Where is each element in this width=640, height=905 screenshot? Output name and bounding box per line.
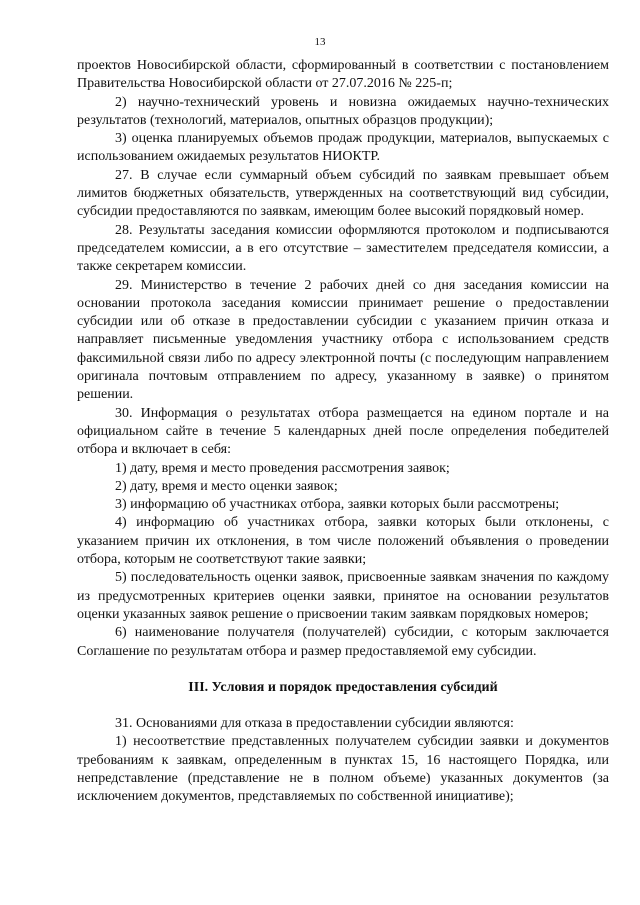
paragraph-item-5: 5) последовательность оценки заявок, присвоенные заявкам значения по каждому из предусмотренных критериев оценки заявки, принятое на основании результатов оценки указанных заявок решение о присвоении таким заявкам порядковых номеров;	[77, 570, 609, 622]
paragraph-item-4: 4) информацию об участниках отбора, заявки которых были отклонены, с указанием причин их отклонения, в том числе положений объявления о проведении отбора, которым не соответствуют такие заявки;	[77, 515, 609, 568]
paragraph-clause-30: 30. Информация о результатах отбора размещается на едином портале и на официальном сайте в течение 5 календарных дней после определения победителей отбора и включает в себя:	[77, 405, 609, 458]
paragraph-continuation: проектов Новосибирской области, сформированный в соответствии с постановлением Правительства Новосибирской области от 27.07.2016 № 225-п;	[77, 58, 609, 92]
paragraph-item-3: 3) информацию об участниках отбора, заявки которых были рассмотрены;	[115, 497, 560, 513]
paragraph-criterion-2: 2) научно-технический уровень и новизна ожидаемых научно-технических результатов (технологий, материалов, опытных образцов продукции);	[77, 94, 609, 128]
paragraph-clause-31: 31. Основаниями для отказа в предоставлении субсидии являются:	[115, 716, 514, 732]
paragraph-clause-27: 27. В случае если суммарный объем субсидий по заявкам превышает объем лимитов бюджетных обязательств, утвержденных на соответствующий вид субсидии, субсидии предоставляются по заявкам, имеющим более высокий порядковый номер.	[77, 167, 609, 220]
paragraph-item-6: 6) наименование получателя (получателей) субсидии, с которым заключается Соглашение по результатам отбора и размер предоставляемой ему субсидии.	[77, 625, 609, 659]
document-body	[77, 57, 609, 807]
paragraph-criterion-3: 3) оценка планируемых объемов продаж продукции, материалов, выпускаемых с использованием ожидаемых результатов НИОКТР.	[77, 131, 609, 165]
page-number: 13	[314, 36, 326, 48]
paragraph-item-1: 1) дату, время и место проведения рассмотрения заявок;	[115, 460, 450, 476]
paragraph-item-2: 2) дату, время и место оценки заявок;	[115, 478, 338, 494]
section-heading: III. Условия и порядок предоставления субсидий	[188, 679, 498, 695]
paragraph-clause-29: 29. Министерство в течение 2 рабочих дней со дня заседания комиссии на основании протокола заседания комиссии принимает решение о предоставлении субсидии или об отказе в предоставлении субсидии с указанием причин отказа и направляет письменные уведомления участнику отбора с использованием средств факсимильной связи либо по адресу электронной почты (с последующим направлением оригинала почтовым отправлением по адресу, указанному в заявке) о принятом решении.	[77, 277, 609, 403]
paragraph-clause-28: 28. Результаты заседания комиссии оформляются протоколом и подписываются председателем комиссии, а в его отсутствие – заместителем председателя комиссии, а также секретарем комиссии.	[77, 222, 609, 275]
paragraph-refusal-reason-1: 1) несоответствие представленных получателем субсидии заявки и документов требованиям к заявкам, определенным в пунктах 15, 16 настоящего Порядка, или непредставление (представление не в полном объеме) указанных документов (за исключением документов, представляемых по собственной инициативе);	[77, 734, 609, 805]
